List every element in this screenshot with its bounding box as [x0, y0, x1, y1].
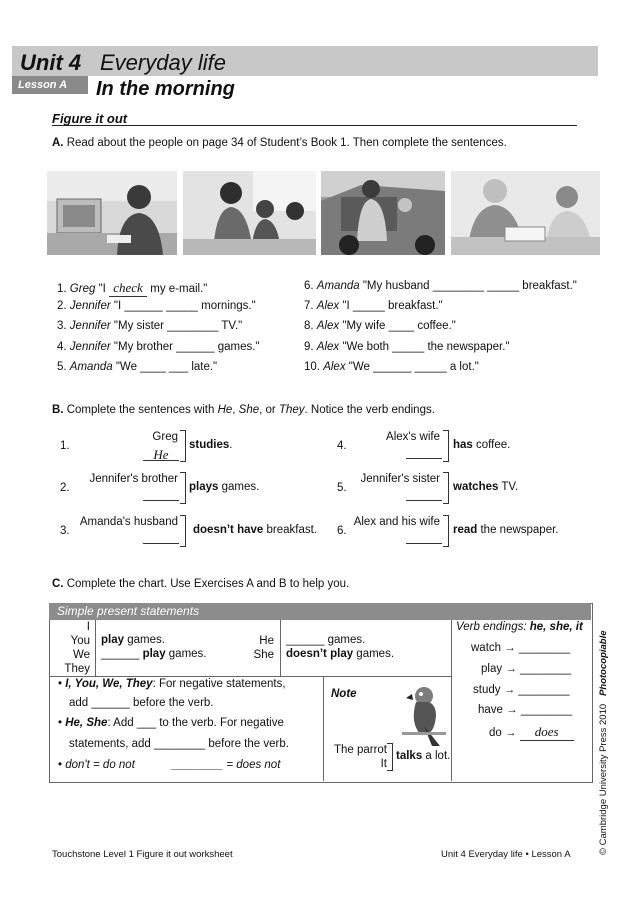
b-item-number: 6. [337, 525, 347, 537]
speaker-name: Jennifer [69, 300, 111, 312]
speaker-name: Alex [323, 361, 346, 373]
b-item-number: 1. [60, 440, 70, 452]
lesson-title: In the morning [96, 78, 235, 100]
negative-right [286, 648, 394, 660]
rule-3: • don't = do not [58, 759, 135, 771]
chart-divider [323, 676, 324, 781]
note-subject: The parrot [333, 744, 387, 756]
endings-title-text: Verb endings: [456, 621, 530, 633]
parrot-image [396, 682, 450, 748]
handwritten-answer: check [113, 280, 143, 295]
chart-title: Simple present statements [49, 603, 591, 620]
bracket [180, 472, 186, 504]
b-item-verb: read [453, 524, 478, 536]
bracket [443, 515, 449, 547]
b-item-subject: Jennifer's brother [89, 473, 178, 485]
b-item-verb: has [453, 439, 473, 451]
ending-verb: watch [471, 642, 502, 654]
sentence-rest: my e-mail." [147, 283, 208, 295]
pronoun: I [86, 621, 90, 633]
note-label: Note [331, 688, 357, 700]
ending-verb: have [478, 704, 503, 716]
sentence-number: 2. [57, 300, 67, 312]
b-item-predicate [193, 524, 317, 536]
sentence-text: "We both _____ the newspaper." [339, 341, 510, 353]
b-item-subject: Greg [152, 431, 178, 443]
endings-title-bold: he, she, it [529, 621, 583, 633]
ending-blank[interactable] [520, 724, 574, 741]
chart-divider [95, 620, 96, 676]
sentence-text: "My brother ______ games." [110, 341, 260, 353]
affirmative-left [101, 634, 165, 646]
b-item-blank[interactable] [406, 531, 442, 544]
sentence-text: "My sister ________ TV." [110, 320, 243, 332]
ending-row-watch [471, 642, 570, 654]
b-item-rest: games. [218, 481, 260, 493]
b-item-rest: breakfast. [263, 524, 318, 536]
ending-blank[interactable]: ________ [520, 704, 573, 716]
ending-row-play [481, 663, 571, 675]
exercise-b-letter: B. [52, 404, 64, 416]
b-item-subject: Amanda's husband [79, 516, 178, 528]
unit-title: Everyday life [100, 50, 226, 75]
rule-2-line2[interactable]: statements, add ________ before the verb. [69, 738, 289, 750]
sentence-a3 [57, 320, 242, 332]
sentence-number: 3. [57, 320, 67, 332]
b-item-blank[interactable] [406, 446, 442, 459]
endings-title [456, 621, 583, 633]
speaker-name: Greg [69, 283, 96, 295]
rule-text: : For negative statements, [152, 678, 286, 690]
b-item-verb: doesn’t have [193, 524, 264, 536]
affirmative-right[interactable]: ______ games. [286, 634, 366, 646]
sentence-text: "We ____ ___ late." [112, 361, 218, 373]
sentence-a9 [304, 341, 510, 353]
arrow-icon: → [503, 684, 516, 696]
sentence-a7 [304, 300, 443, 312]
b-item-predicate [453, 481, 518, 493]
sentence-a5 [57, 361, 217, 373]
arrow-icon: → [506, 704, 518, 716]
b-item-rest: coffee. [472, 439, 511, 451]
rule-1-line2[interactable]: add ______ before the verb. [69, 697, 214, 709]
ending-blank[interactable]: ________ [518, 684, 570, 696]
note-subject: It [380, 758, 387, 770]
ending-blank[interactable]: ________ [518, 642, 571, 654]
sentence-number: 8. [304, 320, 314, 332]
ending-verb: study [473, 684, 501, 696]
answer-blank[interactable] [109, 280, 147, 297]
note-verb: talks [396, 750, 423, 762]
speaker-name: Amanda [69, 361, 113, 373]
sentence-a2 [57, 300, 256, 312]
handwritten-answer: does [534, 724, 559, 739]
exercise-b-instruction [52, 404, 435, 416]
b-item-blank[interactable] [406, 488, 442, 501]
note-predicate [396, 750, 450, 762]
lesson-tag: Lesson A [12, 76, 88, 94]
exercise-a-instruction [52, 137, 507, 149]
b-item-rest: TV. [498, 481, 519, 493]
contraction-right[interactable]: ________ = does not [172, 759, 281, 771]
instr-part: , or [259, 404, 279, 416]
note-rest: a lot. [422, 750, 451, 762]
footer-right: Unit 4 Everyday life • Lesson A [441, 849, 571, 860]
b-item-predicate [189, 439, 232, 451]
b-item-number: 2. [60, 482, 70, 494]
sentence-text: "My wife ____ coffee." [339, 320, 456, 332]
b-item-blank[interactable] [143, 488, 179, 501]
note-subjects [330, 743, 387, 771]
bracket [443, 472, 449, 504]
ending-row-have [478, 704, 572, 716]
speaker-name: Jennifer [69, 341, 111, 353]
side-note [598, 630, 609, 855]
chart-divider [451, 620, 452, 781]
exercise-c-instruction [52, 578, 349, 590]
rule-subject: He, She [65, 717, 108, 729]
b-item-number: 5. [337, 482, 347, 494]
sentence-a6 [304, 280, 577, 292]
instr-he: He [217, 404, 233, 416]
pronoun: We [72, 649, 90, 661]
blank[interactable]: ______ [101, 648, 143, 660]
b-item-verb: studies [189, 439, 230, 451]
verb: play [330, 648, 354, 660]
sentence-number: 10. [304, 361, 320, 373]
speaker-name: Alex [316, 320, 340, 332]
contraction-left: don't = do not [65, 759, 135, 771]
exercise-c-letter: C. [52, 578, 64, 590]
text: games. [124, 634, 165, 646]
sentence-number: 4. [57, 341, 67, 353]
instr-part: Complete the sentences with [66, 404, 218, 416]
sentence-a4 [57, 341, 260, 353]
sentence-a8 [304, 320, 456, 332]
ending-row-do [489, 724, 574, 741]
bracket [387, 743, 393, 771]
sentence-number: 9. [304, 341, 314, 353]
section-title: Figure it out [52, 111, 128, 126]
text: games. [353, 648, 395, 660]
arrow-icon: → [505, 727, 517, 739]
b-item-verb: plays [189, 481, 219, 493]
ending-blank[interactable]: ________ [520, 663, 572, 675]
rule-1: • I, You, We, They: For negative statements, [58, 678, 286, 690]
ending-verb: play [481, 663, 503, 675]
pronoun: She [253, 649, 274, 661]
photo-amanda [321, 171, 445, 255]
b-item-predicate [189, 481, 259, 493]
speaker-name: Amanda [316, 280, 360, 292]
instr-part: . Notice the verb endings. [304, 404, 435, 416]
negative-left[interactable] [101, 648, 207, 660]
photo-greg [47, 171, 177, 255]
b-item-rest: . [229, 439, 233, 451]
sentence-text: "I _____ breakfast." [339, 300, 443, 312]
chart-divider [49, 676, 451, 677]
pronoun: You [70, 635, 90, 647]
exercise-a-letter: A. [52, 137, 64, 149]
pronoun: He [259, 635, 274, 647]
instr-they: They [278, 404, 305, 416]
b-item-verb: watches [453, 481, 499, 493]
sentence-a1 [57, 280, 207, 297]
sentence-text: "I [95, 283, 110, 295]
b-item-predicate [453, 524, 559, 536]
bracket [180, 430, 186, 462]
verb: play [142, 648, 166, 660]
b-item-subject: Alex and his wife [353, 516, 440, 528]
bracket [180, 515, 186, 547]
b-item-number: 4. [337, 440, 347, 452]
b-item-number: 3. [60, 525, 70, 537]
photo-alex [451, 171, 600, 255]
arrow-icon: → [505, 663, 517, 675]
b-item-subject: Jennifer's sister [360, 473, 440, 485]
sentence-text: "We ______ _____ a lot." [345, 361, 479, 373]
rule-subject: I, You, We, They [65, 678, 153, 690]
sentence-number: 6. [304, 280, 314, 292]
arrow-icon: → [504, 642, 516, 654]
b-item-blank[interactable] [143, 446, 179, 461]
b-item-subject: Alex's wife [386, 431, 440, 443]
sentence-text: "My husband ________ _____ breakfast." [359, 280, 577, 292]
sentence-a10 [304, 361, 479, 373]
sentence-text: "I ______ _____ mornings." [110, 300, 256, 312]
speaker-name: Alex [316, 300, 340, 312]
rule-2: • He, She: Add ___ to the verb. For negative [58, 717, 284, 729]
sentence-number: 5. [57, 361, 67, 373]
instr-she: She [238, 404, 260, 416]
chart-divider [280, 620, 281, 676]
b-item-blank[interactable] [143, 531, 179, 544]
ending-verb: do [489, 727, 502, 739]
bracket [443, 430, 449, 462]
ending-row-study [473, 684, 570, 696]
sentence-number: 7. [304, 300, 314, 312]
rule-text: : Add ___ to the verb. For negative [107, 717, 284, 729]
copyright: © Cambridge University Press 2010 [598, 703, 609, 855]
exercise-a-text: Read about the people on page 34 of Student’s Book 1. Then complete the sentences. [66, 137, 507, 149]
handwritten-answer: He [153, 447, 169, 462]
aux: doesn’t [286, 648, 327, 660]
footer-left: Touchstone Level 1 Figure it out worksheet [52, 849, 233, 860]
section-rule [52, 125, 577, 126]
photo-jennifer [183, 171, 316, 255]
verb: play [101, 634, 125, 646]
speaker-name: Jennifer [69, 320, 111, 332]
pronoun: They [64, 663, 90, 675]
speaker-name: Alex [316, 341, 340, 353]
sentence-number: 1. [57, 283, 67, 295]
b-item-rest: the newspaper. [477, 524, 559, 536]
photocopiable: Photocopiable [598, 630, 609, 696]
b-item-predicate [453, 439, 510, 451]
text: games. [165, 648, 207, 660]
pronoun-column-right [248, 634, 274, 662]
pronoun-column [60, 620, 90, 676]
unit-number: Unit 4 [20, 50, 82, 75]
instr-part: , [232, 404, 239, 416]
exercise-c-text: Complete the chart. Use Exercises A and B to help you. [66, 578, 350, 590]
